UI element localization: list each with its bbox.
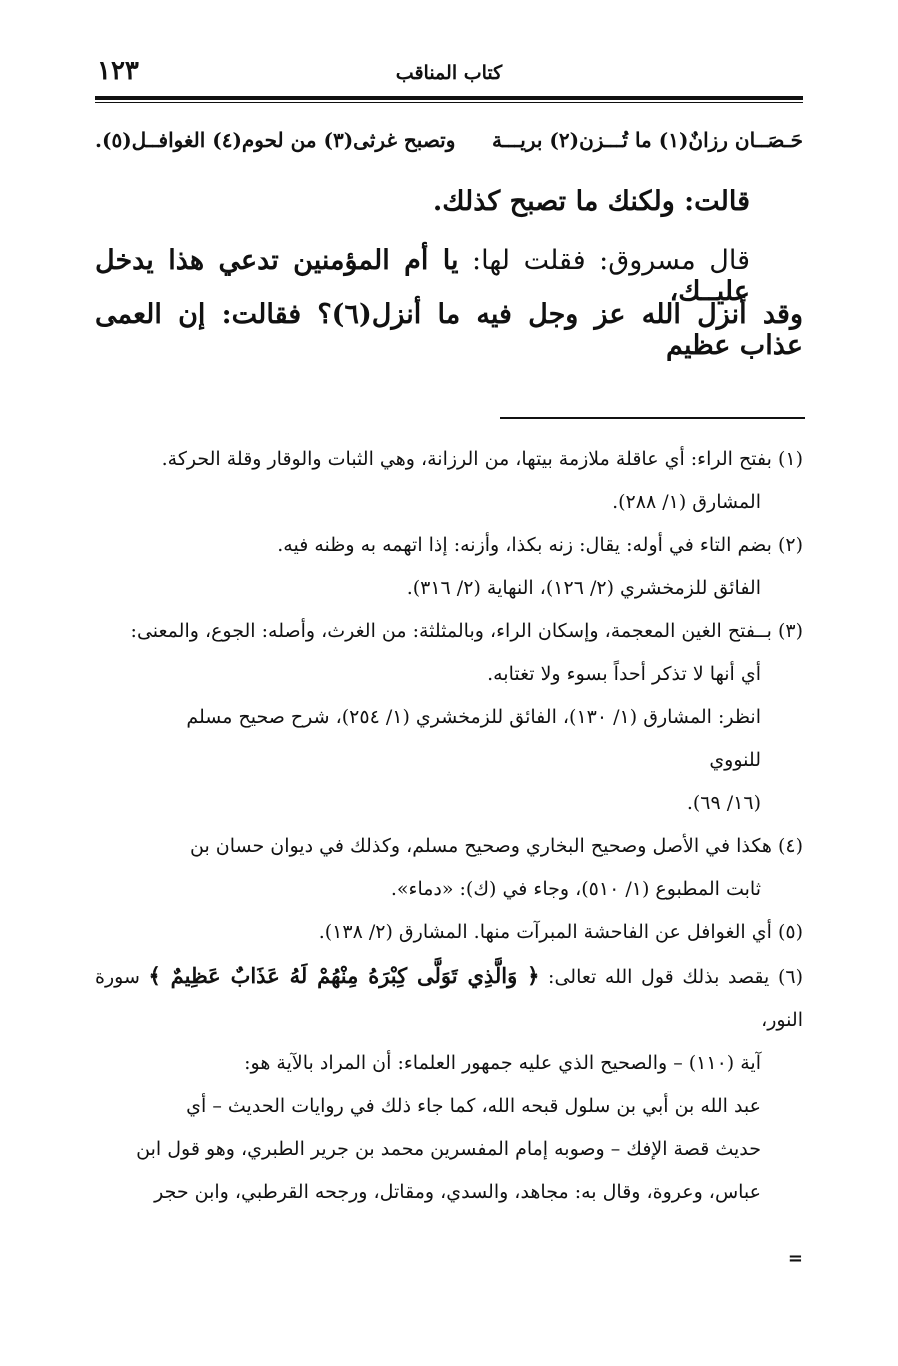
footnote-text: عباس، وعروة، وقال به: مجاهد، والسدي، ومقاتل، ورجحه القرطبي، وابن حجر [154, 1181, 761, 1203]
page-title: كتاب المناقب [395, 62, 503, 84]
footnote-text: انظر: المشارق (١/ ١٣٠)، الفائق للزمخشري (١/ ٢٥٤)، شرح صحيح مسلم [186, 706, 761, 728]
body-line-2-plain: قال مسروق: فقلت لها: [472, 245, 750, 276]
footnote-separator [500, 417, 805, 419]
footnote-text: هكذا في الأصل وصحيح البخاري وصحيح مسلم، وكذلك في ديوان حسان بن [189, 835, 772, 857]
footnote-text: الفائق للزمخشري (٢/ ١٢٦)، النهاية (٢/ ٣١٦). [406, 577, 761, 599]
continuation-marker: = [787, 1248, 803, 1269]
footnotes [95, 438, 803, 1214]
footnote-6 [95, 954, 803, 1214]
footnote-number: (٦) [777, 966, 803, 988]
footnote-4 [95, 825, 803, 911]
footnote-1 [95, 438, 803, 524]
header-rule-thin [95, 102, 803, 103]
footnote-text: المشارق (١/ ٢٨٨). [612, 491, 761, 513]
footnote-number: (١) [777, 448, 803, 470]
footnote-5 [95, 911, 803, 954]
footnote-2 [95, 524, 803, 610]
footnote-number: (٣) [777, 620, 803, 642]
footnote-text: يقصد بذلك قول الله تعالى: [548, 966, 770, 988]
body-line-1: قالت: ولكنك ما تصبح كذلك. [432, 186, 750, 217]
footnote-text: ثابت المطبوع (١/ ٥١٠)، وجاء في (ك): «دماء». [390, 878, 761, 900]
footnote-text: حديث قصة الإفك – وصوبه إمام المفسرين محمد بن جرير الطبري، وهو قول ابن [136, 1138, 761, 1160]
footnote-text: أي الغوافل عن الفاحشة المبرآت منها. المشارق (٢/ ١٣٨). [318, 921, 772, 943]
page-header [95, 58, 803, 98]
footnote-text: بــفتح الغين المعجمة، وإسكان الراء، وبالمثلثة: من الغرث، وأصله: الجوع، والمعنى: [130, 620, 772, 642]
footnote-text: آية (١١٠) – والصحيح الذي عليه جمهور العلماء: أن المراد بالآية هو: [244, 1052, 761, 1074]
verse-second-hemistich: وتصبح غرثى(٣) من لحوم(٤) الغوافــل(٥). [95, 128, 456, 152]
footnote-number: (٤) [777, 835, 803, 857]
footnote-number: (٢) [777, 534, 803, 556]
footnote-text: للنووي [709, 749, 761, 771]
header-rule-thick [95, 96, 803, 100]
footnote-3 [95, 610, 803, 825]
footnote-text: بفتح الراء: أي عاقلة ملازمة بيتها، من الرزانة، وهي الثبات والوقار وقلة الحركة. [161, 448, 772, 470]
body-line-3: وقد أنزل الله عز وجل فيه ما أنزل(٦)؟ فقالت: إن العمى عذاب عظيم [95, 299, 803, 361]
footnote-text: بضم التاء في أوله: يقال: زنه بكذا، وأزنه: إذا اتهمه به وظنه فيه. [277, 534, 772, 556]
poetry-verse [95, 120, 803, 166]
page-number: ١٢٣ [97, 56, 139, 86]
footnote-text: أي أنها لا تذكر أحداً بسوء ولا تغتابه. [487, 663, 761, 685]
footnote-text: سورة النور، [95, 966, 803, 1031]
body-line-2 [95, 245, 750, 307]
body-line-2-bold: يا أم المؤمنين تدعي هذا يدخل عليــك، [95, 245, 750, 307]
verse-first-hemistich: حَـصَــان رزانٌ(١) ما تُـــزن(٢) بريـــة [492, 128, 803, 152]
footnote-number: (٥) [777, 921, 803, 943]
footnote-text: (١٦/ ٦٩). [686, 792, 761, 814]
footnote-text: عبد الله بن أبي بن سلول قبحه الله، كما جاء ذلك في روايات الحديث – أي [186, 1095, 761, 1117]
quran-verse: ﴿ وَالَّذِي تَوَلَّى كِبْرَهُ مِنْهُمْ لَهُ عَذَابٌ عَظِيمٌ ﴾ [148, 963, 540, 988]
